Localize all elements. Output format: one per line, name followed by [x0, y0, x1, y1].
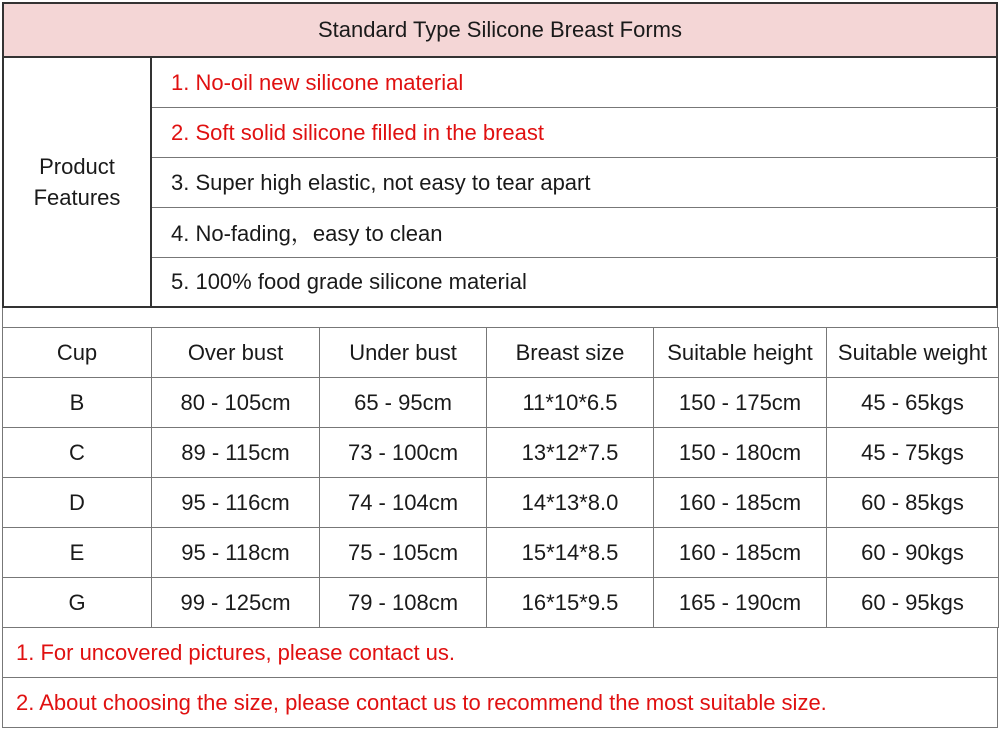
cell-under-bust: 73 - 100cm: [320, 428, 487, 478]
column-header-cup: Cup: [3, 328, 152, 378]
cell-over-bust: 95 - 118cm: [152, 528, 320, 578]
features-label: Product Features: [4, 58, 152, 306]
cell-breast-size: 13*12*7.5: [487, 428, 654, 478]
cell-under-bust: 65 - 95cm: [320, 378, 487, 428]
cell-over-bust: 99 - 125cm: [152, 578, 320, 628]
column-header-over-bust: Over bust: [152, 328, 320, 378]
product-features-section: [2, 58, 998, 308]
cell-suitable-weight: 60 - 95kgs: [827, 578, 999, 628]
cell-suitable-weight: 60 - 90kgs: [827, 528, 999, 578]
feature-item: 1. No-oil new silicone material: [152, 58, 998, 108]
cell-under-bust: 79 - 108cm: [320, 578, 487, 628]
cell-suitable-height: 165 - 190cm: [654, 578, 827, 628]
page-title: Standard Type Silicone Breast Forms: [2, 2, 998, 58]
cell-cup: B: [3, 378, 152, 428]
cell-over-bust: 95 - 116cm: [152, 478, 320, 528]
feature-item: 4. No-fading，easy to clean: [152, 208, 998, 258]
cell-cup: E: [3, 528, 152, 578]
cell-cup: G: [3, 578, 152, 628]
cell-breast-size: 16*15*9.5: [487, 578, 654, 628]
cell-under-bust: 74 - 104cm: [320, 478, 487, 528]
column-header-breast-size: Breast size: [487, 328, 654, 378]
column-header-suitable-height: Suitable height: [654, 328, 827, 378]
table-row: [3, 378, 999, 428]
table-row: [3, 428, 999, 478]
cell-suitable-weight: 45 - 65kgs: [827, 378, 999, 428]
column-header-under-bust: Under bust: [320, 328, 487, 378]
cell-breast-size: 14*13*8.0: [487, 478, 654, 528]
size-chart-table: [2, 327, 999, 628]
table-row: [3, 528, 999, 578]
cell-under-bust: 75 - 105cm: [320, 528, 487, 578]
column-header-suitable-weight: Suitable weight: [827, 328, 999, 378]
cell-breast-size: 15*14*8.5: [487, 528, 654, 578]
cell-suitable-height: 160 - 185cm: [654, 528, 827, 578]
cell-breast-size: 11*10*6.5: [487, 378, 654, 428]
table-row: [3, 478, 999, 528]
cell-suitable-height: 150 - 175cm: [654, 378, 827, 428]
cell-suitable-height: 160 - 185cm: [654, 478, 827, 528]
feature-item: 3. Super high elastic, not easy to tear apart: [152, 158, 998, 208]
note-uncovered-pictures: 1. For uncovered pictures, please contact us.: [2, 628, 998, 678]
cell-cup: C: [3, 428, 152, 478]
cell-over-bust: 80 - 105cm: [152, 378, 320, 428]
table-row: [3, 578, 999, 628]
feature-item: 5. 100% food grade silicone material: [171, 269, 527, 294]
cell-suitable-weight: 60 - 85kgs: [827, 478, 999, 528]
feature-item: 2. Soft solid silicone filled in the breast: [152, 108, 998, 158]
table-spacer: [2, 308, 998, 328]
table-header-row: [3, 328, 999, 378]
note-size-recommendation: 2. About choosing the size, please contact us to recommend the most suitable size.: [2, 678, 998, 728]
cell-over-bust: 89 - 115cm: [152, 428, 320, 478]
cell-suitable-weight: 45 - 75kgs: [827, 428, 999, 478]
cell-cup: D: [3, 478, 152, 528]
cell-suitable-height: 150 - 180cm: [654, 428, 827, 478]
